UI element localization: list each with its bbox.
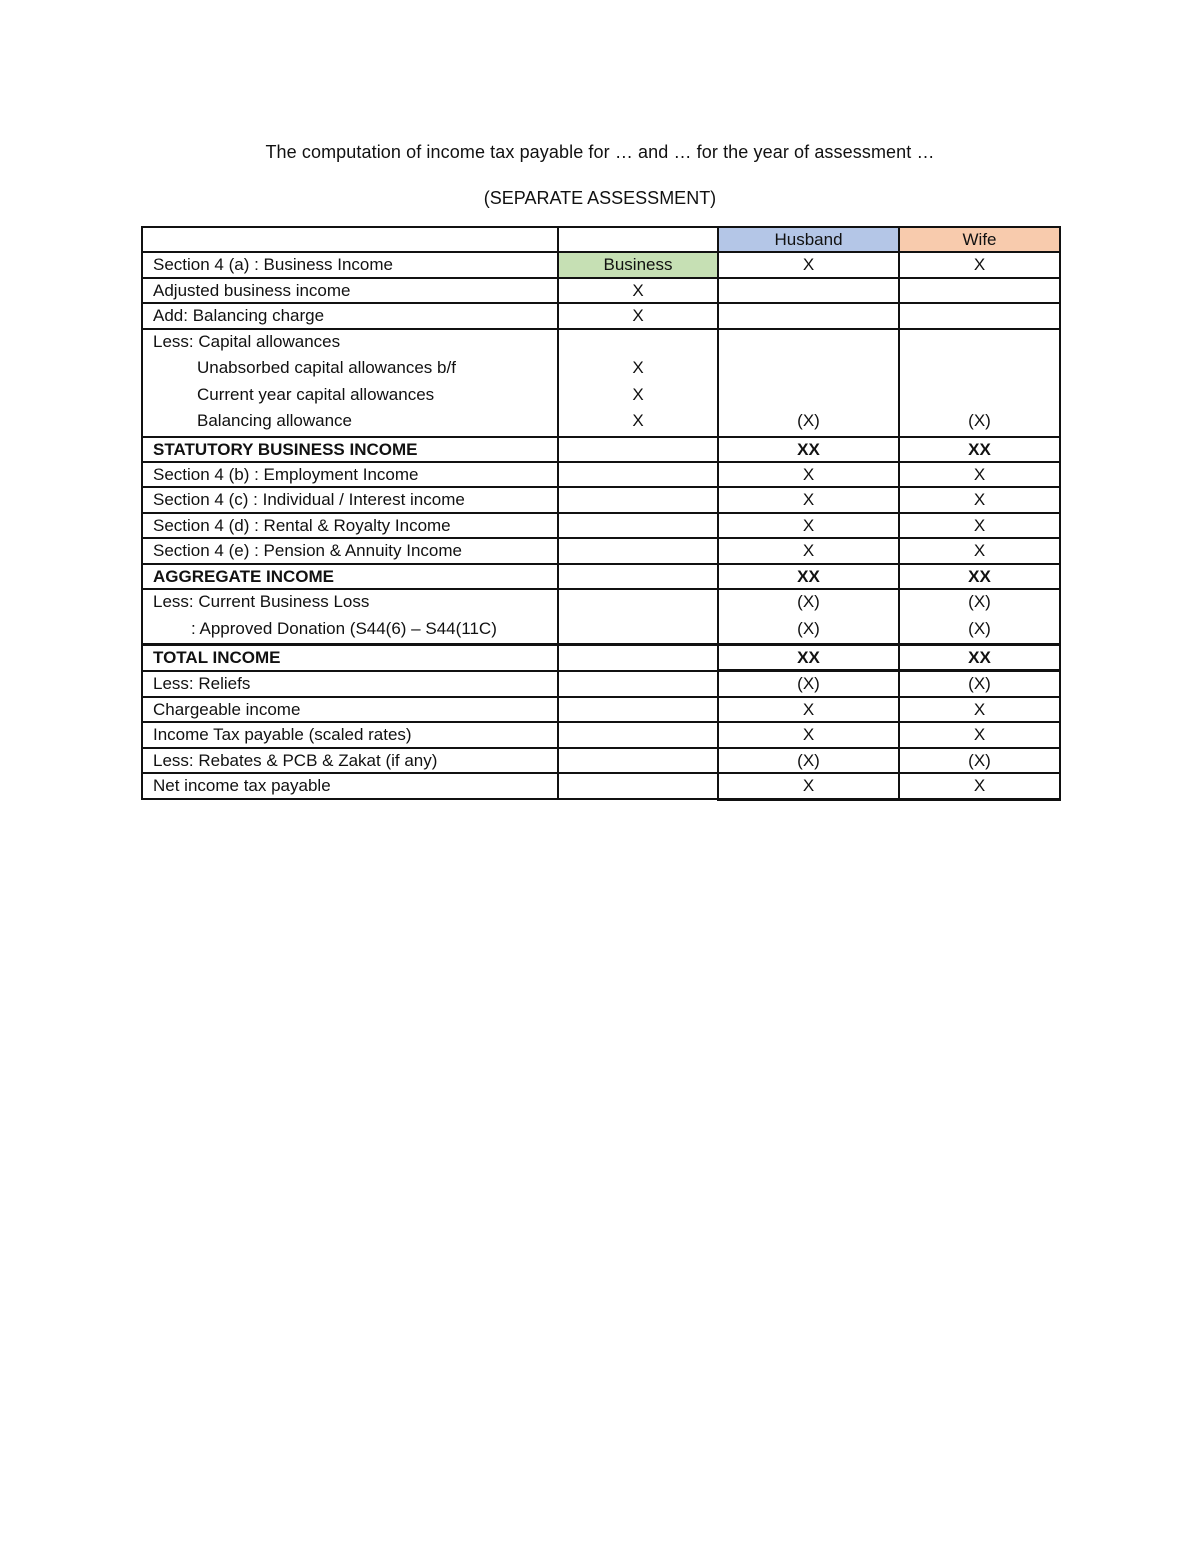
table-row — [142, 538, 1060, 563]
business-value: X — [558, 278, 718, 303]
table-row — [142, 697, 1060, 722]
business-value: X — [558, 303, 718, 328]
husband-value: X — [718, 252, 899, 277]
header-husband: Husband — [718, 227, 899, 252]
sub-label: Unabsorbed capital allowances b/f — [197, 358, 456, 378]
wife-value: X — [899, 487, 1060, 512]
row-label: Section 4 (d) : Rental & Royalty Income — [142, 513, 558, 538]
row-label: Section 4 (e) : Pension & Annuity Income — [142, 538, 558, 563]
business-value — [558, 722, 718, 747]
husband-value — [718, 303, 899, 328]
business-value-stack — [558, 329, 718, 437]
row-label: AGGREGATE INCOME — [142, 564, 558, 589]
sub-label: Balancing allowance — [197, 411, 352, 431]
table-row — [142, 748, 1060, 773]
wife-value: (X) — [968, 411, 991, 431]
row-label: TOTAL INCOME — [142, 645, 558, 671]
husband-value: XX — [718, 437, 899, 462]
business-value — [558, 697, 718, 722]
business-value: X — [632, 411, 644, 431]
wife-value: X — [899, 722, 1060, 747]
row-label-stack — [142, 589, 558, 645]
table-row-capital-allowances — [142, 329, 1060, 437]
business-value — [558, 462, 718, 487]
row-label: STATUTORY BUSINESS INCOME — [142, 437, 558, 462]
table-row — [142, 487, 1060, 512]
row-label: Less: Capital allowances — [153, 331, 341, 351]
wife-value-stack — [899, 329, 1060, 437]
page-subtitle: (SEPARATE ASSESSMENT) — [483, 188, 717, 208]
row-label: Less: Rebates & PCB & Zakat (if any) — [142, 748, 558, 773]
business-value-stack — [558, 589, 718, 645]
row-label: Net income tax payable — [142, 773, 558, 799]
business-header-cell: Business — [558, 252, 718, 277]
wife-value: (X) — [968, 592, 991, 612]
row-label: Section 4 (b) : Employment Income — [142, 462, 558, 487]
business-value — [558, 773, 718, 799]
husband-value: (X) — [718, 748, 899, 773]
table-row — [142, 462, 1060, 487]
wife-value: XX — [899, 564, 1060, 589]
husband-value: XX — [718, 645, 899, 671]
page-title: The computation of income tax payable for … and … for the year of assessment … — [265, 142, 935, 162]
table-row-total — [142, 645, 1060, 671]
wife-value: X — [899, 538, 1060, 563]
business-value — [558, 437, 718, 462]
husband-value-stack — [718, 589, 899, 645]
husband-value: (X) — [797, 592, 820, 612]
husband-value: X — [718, 722, 899, 747]
row-label: Chargeable income — [142, 697, 558, 722]
header-wife: Wife — [899, 227, 1060, 252]
wife-value: (X) — [899, 671, 1060, 697]
husband-value: (X) — [718, 671, 899, 697]
business-value — [558, 671, 718, 697]
husband-value: X — [718, 697, 899, 722]
header-business-cell — [558, 227, 718, 252]
sub-label: Current year capital allowances — [197, 384, 435, 404]
row-label: Less: Reliefs — [142, 671, 558, 697]
business-value: X — [632, 384, 644, 404]
wife-value: X — [899, 252, 1060, 277]
husband-value: X — [718, 538, 899, 563]
table-row — [142, 773, 1060, 799]
business-value — [558, 538, 718, 563]
husband-value: X — [718, 462, 899, 487]
wife-value: X — [899, 513, 1060, 538]
wife-value: (X) — [899, 748, 1060, 773]
row-label: Adjusted business income — [142, 278, 558, 303]
table-row-total — [142, 437, 1060, 462]
wife-value — [899, 278, 1060, 303]
wife-value: X — [899, 697, 1060, 722]
table-row — [142, 278, 1060, 303]
husband-value: X — [718, 773, 899, 799]
row-label: Section 4 (a) : Business Income — [142, 252, 558, 277]
business-value: X — [632, 358, 644, 378]
husband-value: X — [718, 513, 899, 538]
row-label: Income Tax payable (scaled rates) — [142, 722, 558, 747]
sub-label: : Approved Donation (S44(6) – S44(11C) — [191, 618, 497, 638]
husband-value — [718, 278, 899, 303]
business-value — [558, 645, 718, 671]
wife-value-stack — [899, 589, 1060, 645]
row-label: Section 4 (c) : Individual / Interest income — [142, 487, 558, 512]
table-row-deductions — [142, 589, 1060, 645]
row-label: Less: Current Business Loss — [153, 592, 370, 612]
table-row — [142, 722, 1060, 747]
table-row — [142, 303, 1060, 328]
business-value — [558, 748, 718, 773]
table-row-total — [142, 564, 1060, 589]
business-value — [558, 487, 718, 512]
husband-value: XX — [718, 564, 899, 589]
husband-value: (X) — [797, 618, 820, 638]
row-label: Add: Balancing charge — [142, 303, 558, 328]
husband-value: (X) — [797, 411, 820, 431]
wife-value: (X) — [968, 618, 991, 638]
wife-value: X — [899, 462, 1060, 487]
husband-value-stack — [718, 329, 899, 437]
table-row — [142, 671, 1060, 697]
business-value — [558, 564, 718, 589]
business-value — [558, 513, 718, 538]
husband-value: X — [718, 487, 899, 512]
wife-value: X — [899, 773, 1060, 799]
header-label-cell — [142, 227, 558, 252]
table-row — [142, 513, 1060, 538]
wife-value — [899, 303, 1060, 328]
wife-value: XX — [899, 645, 1060, 671]
table-row — [142, 252, 1060, 277]
wife-value: XX — [899, 437, 1060, 462]
table-header-row — [142, 227, 1060, 252]
row-label-stack — [142, 329, 558, 437]
tax-computation-table — [141, 226, 1061, 801]
